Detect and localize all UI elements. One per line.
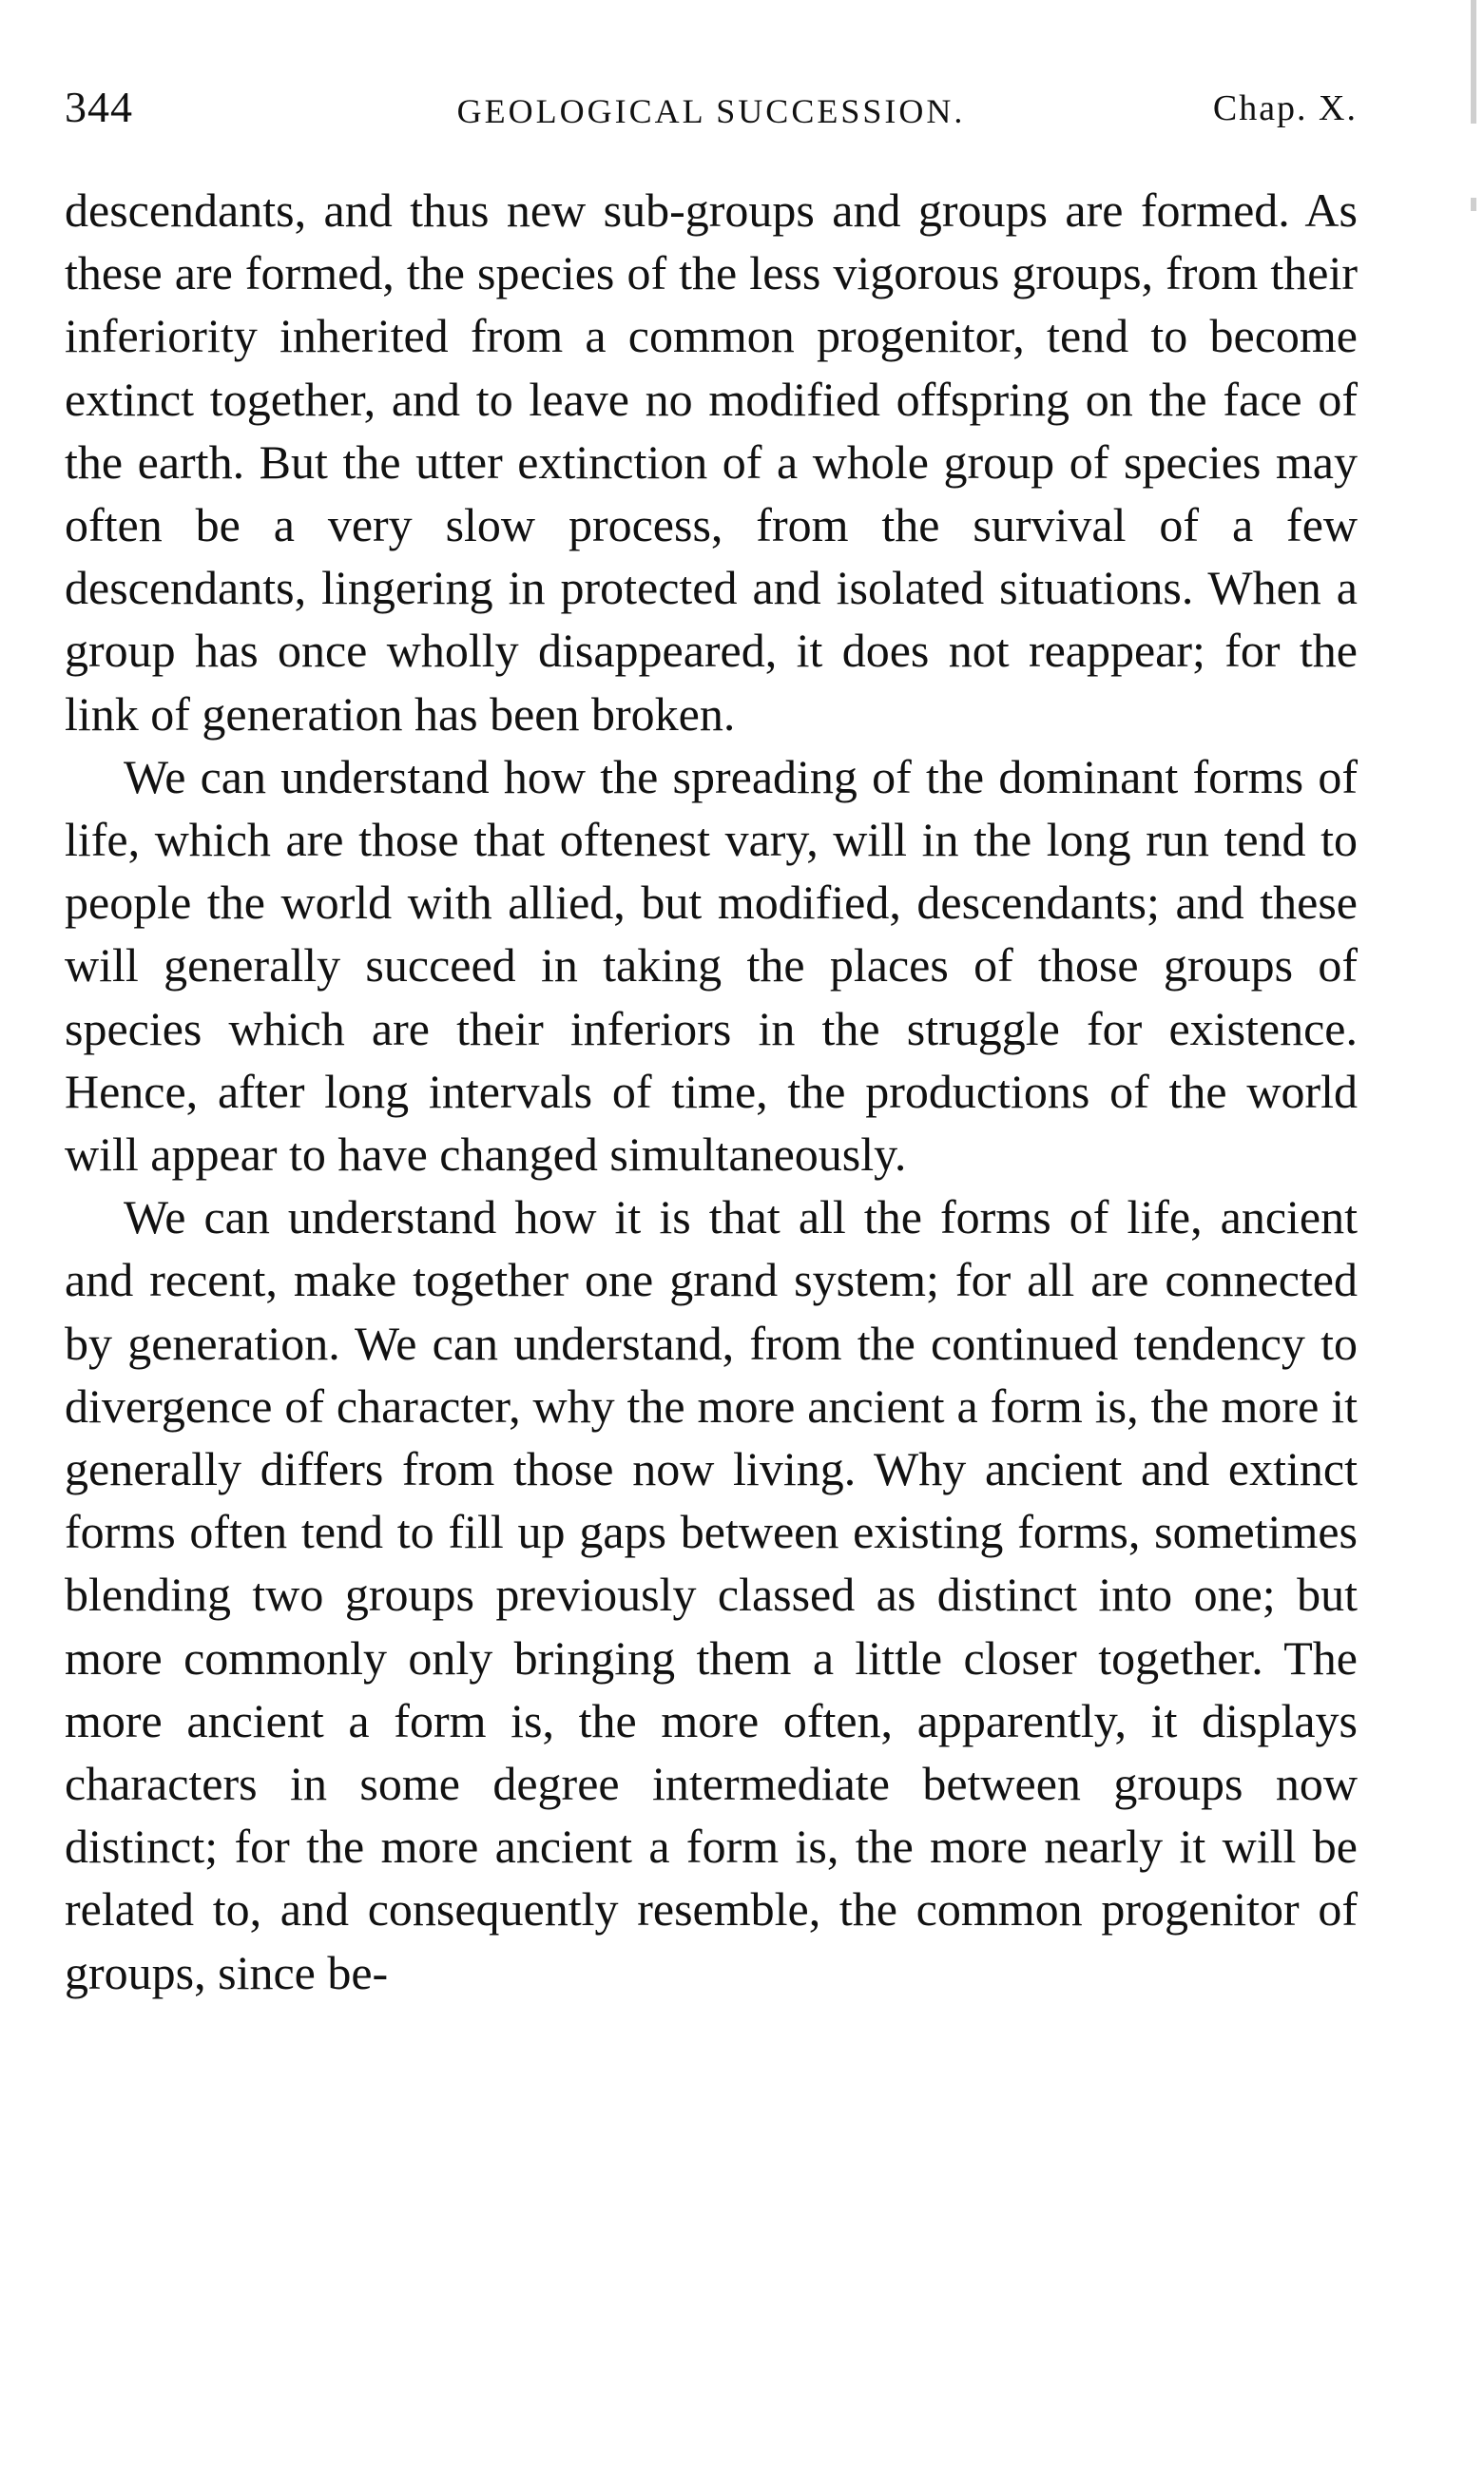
scan-edge-mark bbox=[1471, 198, 1476, 211]
paragraph: We can understand how the spreading of the dominant forms of life, which are those that oftenest vary, will in the long run tend to people the world with allied, but modified, descendants; and these will generally succeed in taking the places of those groups of species which are their inferiors in the struggle for existence. Hence, after long intervals of time, the productions of the world will appear to have changed simultaneously. bbox=[65, 749, 1358, 1182]
chapter-label: Chap. X. bbox=[1212, 88, 1358, 128]
running-header bbox=[65, 38, 1358, 131]
running-title: GEOLOGICAL SUCCESSION. bbox=[456, 92, 966, 130]
page-number: 344 bbox=[65, 83, 133, 131]
paragraph: We can understand how it is that all the forms of life, ancient and recent, make together one grand system; for all are connected by generation. We can understand, from the continued tendency to divergence of character, why the more ancient a form is, the more it generally differs from those now living. Why ancient and extinct forms often tend to fill up gaps between existing forms, sometimes blending two groups previously classed as distinct into one; but more commonly only bringing them a little closer together. The more ancient a form is, the more often, apparently, it displays characters in some degree intermediate between groups now distinct; for the more ancient a form is, the more nearly it will be related to, and consequently resemble, the common progenitor of groups, since be- bbox=[65, 1190, 1358, 1999]
scan-edge-mark bbox=[1471, 0, 1476, 124]
body-text bbox=[65, 179, 1358, 2004]
paragraph-continued: descendants, and thus new sub-groups and groups are formed. As these are formed, the species of the less vigorous groups, from their inferiority inherited from a common progenitor, tend to become extinct together, and to leave no modified offspring on the face of the earth. But the utter extinction of a whole group of species may often be a very slow process, from the survival of a few descendants, lingering in protected and isolated situations. When a group has once wholly disappeared, it does not reappear; for the link of generation has been broken. bbox=[65, 183, 1358, 741]
